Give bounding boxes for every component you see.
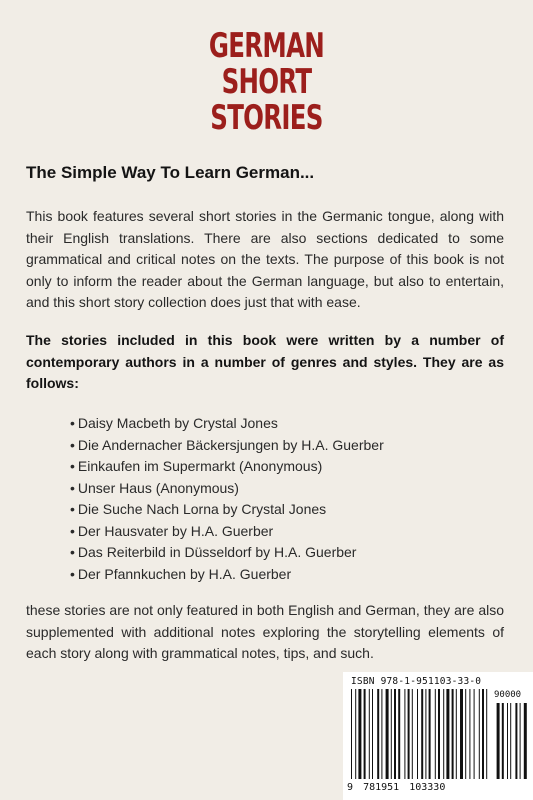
barcode-digit-first: 9 <box>347 782 354 793</box>
stories-intro-paragraph: The stories included in this book were written by a number of contemporary authors in a number of genres and styles. They are as follows: <box>26 332 504 391</box>
description-paragraph: This book features several short stories in the Germanic tongue, along with their English translations. There are also sections dedicated to some grammatical and critical notes on the texts. The purpose of this book is not only to inform the reader about the German language, but also to entertain, and this short story collection does just that with ease. <box>26 208 504 310</box>
list-item: • Das Reiterbild in Düsseldorf by H.A. Guerber <box>70 542 384 564</box>
isbn-barcode <box>343 672 533 800</box>
barcode-digit-group-1: 781951 <box>363 782 400 793</box>
barcode-digits <box>347 782 487 793</box>
list-item: • Unser Haus (Anonymous) <box>70 478 384 500</box>
list-item: • Der Hausvater by H.A. Guerber <box>70 521 384 543</box>
title-line-2: SHORT <box>221 62 312 102</box>
title-line-3: STORIES <box>210 98 323 138</box>
stories-list <box>70 413 384 585</box>
price-code: 90000 <box>494 690 522 700</box>
barcode-bars-icon <box>349 689 527 785</box>
cover-subtitle: The Simple Way To Learn German... <box>26 163 315 182</box>
title-line-1: GERMAN <box>208 26 325 66</box>
isbn-label: ISBN 978-1-951103-33-0 <box>351 676 482 687</box>
list-item: • Die Andernacher Bäckersjungen by H.A. Guerber <box>70 435 384 457</box>
list-item: • Einkaufen im Supermarkt (Anonymous) <box>70 456 384 478</box>
list-item: • Daisy Macbeth by Crystal Jones <box>70 413 384 435</box>
closing-paragraph: these stories are not only featured in both English and German, they are also supplemented with additional notes exploring the storytelling elements of each story along with grammatical notes, tips, and such. <box>26 602 504 661</box>
barcode-digit-group-2: 103330 <box>409 782 446 793</box>
list-item: • Der Pfannkuchen by H.A. Guerber <box>70 564 384 586</box>
list-item: • Die Suche Nach Lorna by Crystal Jones <box>70 499 384 521</box>
cover-title <box>75 28 459 136</box>
